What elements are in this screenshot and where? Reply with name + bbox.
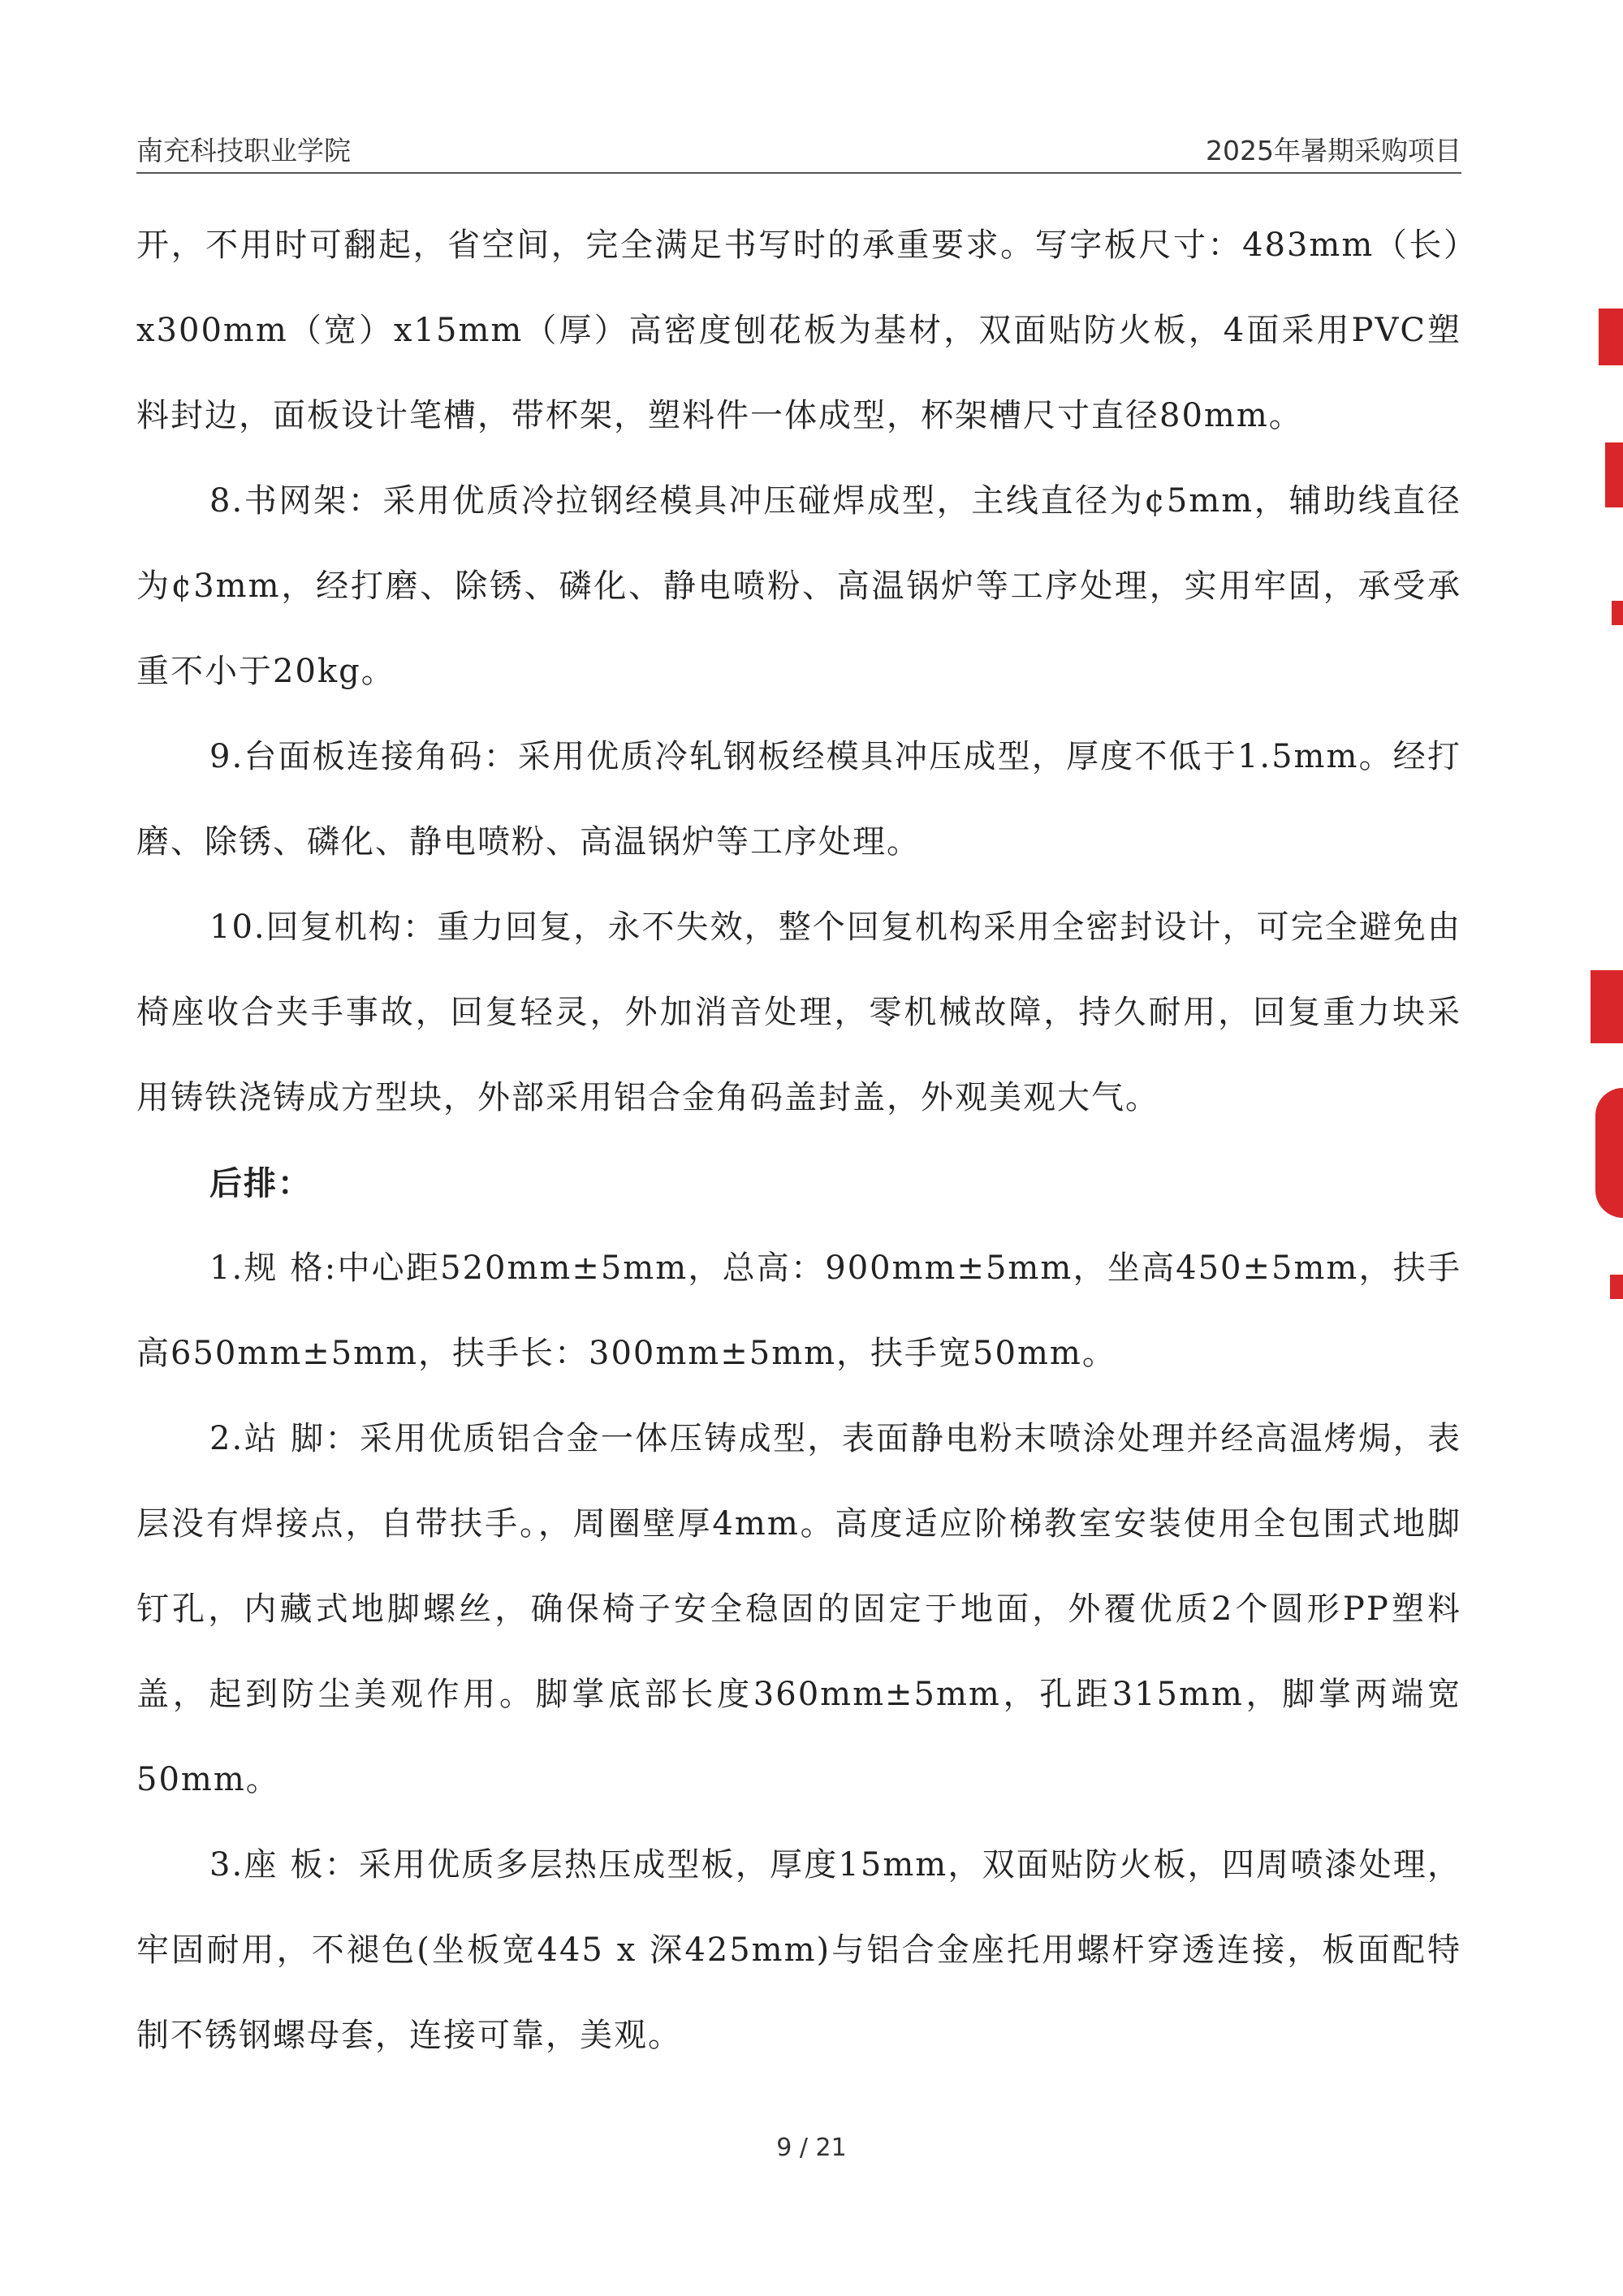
paragraph-rear-item-2: 2.站 脚：采用优质铝合金一体压铸成型，表面静电粉末喷涂处理并经高温烤焗，表层没有焊接点，自带扶手。，周圈壁厚4mm。高度适应阶梯教室安装使用全包围式地脚钉孔，内藏式地脚螺丝，确保椅子安全稳固的固定于地面，外覆优质2个圆形PP塑料盖，起到防尘美观作用。脚掌底部长度360mm±5mm，孔距315mm，脚掌两端宽50mm。 bbox=[136, 1420, 1461, 1798]
page-number: 9 / 21 bbox=[776, 2134, 847, 2162]
seal-fragment-icon bbox=[1599, 309, 1623, 365]
page-header bbox=[136, 130, 1461, 174]
seal-fragment-icon bbox=[1605, 442, 1623, 507]
paragraph-continuation: 开，不用时可翻起，省空间，完全满足书写时的承重要求。写字板尺寸：483mm（长）x300mm（宽）x15mm（厚）高密度刨花板为基材，双面贴防火板，4面采用PVC塑料封边，面板设计笔槽，带杯架，塑料件一体成型，杯架槽尺寸直径80mm。 bbox=[136, 227, 1461, 434]
document-body bbox=[136, 203, 1461, 2078]
paragraph-rear-item-1: 1.规 格:中心距520mm±5mm，总高：900mm±5mm，坐高450±5mm，扶手高650mm±5mm，扶手长：300mm±5mm，扶手宽50mm。 bbox=[136, 1249, 1461, 1372]
paragraph-item-8: 8.书网架：采用优质冷拉钢经模具冲压碰焊成型，主线直径为¢5mm，辅助线直径为¢3mm，经打磨、除锈、磷化、静电喷粉、高温锅炉等工序处理，实用牢固，承受承重不小于20kg。 bbox=[136, 482, 1461, 690]
seal-fragment-icon bbox=[1591, 970, 1623, 1043]
seal-fragment-icon bbox=[1610, 1275, 1623, 1299]
institution-name: 南充科技职业学院 bbox=[136, 135, 351, 166]
paragraph-item-10: 10.回复机构：重力回复，永不失效，整个回复机构采用全密封设计，可完全避免由椅座收合夹手事故，回复轻灵，外加消音处理，零机械故障，持久耐用，回复重力块采用铸铁浇铸成方型块，外部采用铝合金角码盖封盖，外观美观大气。 bbox=[136, 908, 1461, 1116]
project-title: 2025年暑期采购项目 bbox=[1206, 135, 1461, 166]
seal-fragment-icon bbox=[1595, 1088, 1623, 1218]
seal-fragment-icon bbox=[1612, 601, 1623, 625]
paragraph-item-9: 9.台面板连接角码：采用优质冷轧钢板经模具冲压成型，厚度不低于1.5mm。经打磨、除锈、磷化、静电喷粉、高温锅炉等工序处理。 bbox=[136, 738, 1461, 861]
paragraph-rear-item-3: 3.座 板：采用优质多层热压成型板，厚度15mm，双面贴防火板，四周喷漆处理，牢固耐用，不褪色(坐板宽445 x 深425mm)与铝合金座托用螺杆穿透连接，板面配特制不锈钢螺母套，连接可靠，美观。 bbox=[136, 1846, 1461, 2054]
section-heading-rear-row: 后排： bbox=[209, 1164, 312, 1202]
